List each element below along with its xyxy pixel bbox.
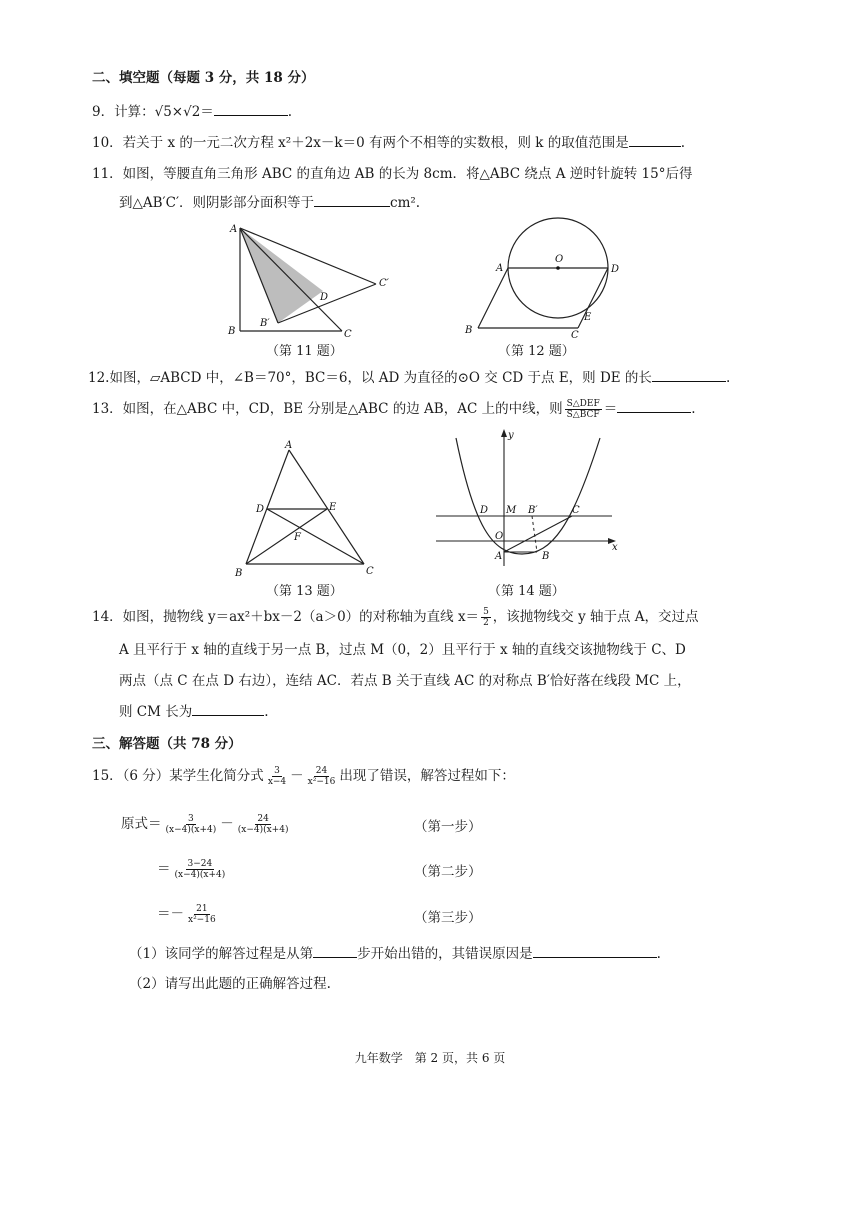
- question-12-text: 12.如图，▱ABCD 中，∠B＝70°，BC＝6，以 AD 为直径的⊙O 交 CD 于点 E，则 DE 的长: [88, 370, 652, 386]
- question-13-fraction-denominator: S△BCF: [566, 410, 600, 420]
- question-10-period: .: [680, 135, 686, 151]
- question-9: [92, 100, 292, 120]
- figure-11-label-c: C: [344, 329, 352, 340]
- figure-11-label-d: D: [320, 292, 329, 303]
- answer-blank-9[interactable]: [214, 103, 288, 116]
- question-15-intro-fraction-2-numerator: 24: [315, 766, 328, 776]
- question-13: [92, 397, 696, 420]
- figure-12-label-a: A: [496, 263, 504, 274]
- question-15-intro-fraction-2-denominator: x²−16: [307, 777, 336, 787]
- question-14-text-4: 则 CM 长为: [119, 704, 193, 720]
- figure-11-shaded-region: [240, 228, 323, 323]
- question-11-unit: cm².: [390, 195, 421, 211]
- question-14-period: .: [264, 704, 269, 720]
- question-15-intro-minus: －: [290, 768, 304, 784]
- figure-12-caption: （第 12 题）: [498, 344, 575, 359]
- question-14-line-3: 两点（点 C 在点 D 右边），连结 AC．若点 B 关于直线 AC 的对称点 B′恰好落在线段 MC 上，: [119, 673, 691, 689]
- question-15-part-1-text-2: 步开始出错的，其错误原因是: [357, 946, 533, 962]
- question-15-row-2-fraction-numerator: 3−24: [187, 859, 213, 869]
- question-15-part-1-text: （1）该同学的解答过程是从第: [129, 946, 314, 962]
- answer-blank-10[interactable]: [629, 134, 681, 147]
- figure-13-label-f: F: [294, 532, 301, 543]
- question-15-intro-text-2: 出现了错误，解答过程如下：: [339, 768, 515, 784]
- figure-13-label-d: D: [256, 504, 265, 515]
- question-15-row-1-fraction-1-denominator: (x−4)(x+4): [165, 825, 217, 835]
- question-13-equals: ＝: [603, 401, 618, 417]
- figure-12-label-d: D: [611, 264, 620, 275]
- question-15-row-3-fraction-denominator: x²−16: [188, 915, 216, 925]
- question-15-work-row-1: [121, 812, 292, 835]
- answer-blank-13[interactable]: [617, 400, 691, 413]
- question-15-intro-text: 15．（6 分）某学生化简分式: [92, 768, 264, 784]
- question-9-period: .: [287, 104, 293, 120]
- answer-blank-11[interactable]: [314, 194, 390, 207]
- question-11-line-1: 11．如图，等腰直角三角形 ABC 的直角边 AB 的长为 8cm．将△ABC 绕点 A 逆时针旋转 15°后得: [92, 166, 693, 182]
- figure-14-label-x: x: [612, 542, 618, 553]
- figure-14-parabola: [456, 438, 600, 554]
- section-heading-answer: 三、解答题（共 78 分）: [92, 736, 242, 752]
- page-footer: 九年数学 第 2 页，共 6 页: [354, 1051, 506, 1065]
- question-14-line-1: [92, 605, 699, 628]
- question-14-fraction-numerator: 5: [483, 607, 489, 617]
- figure-14-label-y: y: [508, 430, 514, 441]
- question-14-line-2: A 且平行于 x 轴的直线于另一点 B，过点 M（0，2）且平行于 x 轴的直线交该抛物线于 C、D: [119, 642, 686, 658]
- question-15-part-2: （2）请写出此题的正确解答过程.: [129, 976, 331, 992]
- question-13-period: .: [691, 401, 696, 417]
- figure-13-label-e: E: [329, 502, 337, 513]
- answer-blank-15-step[interactable]: [313, 945, 357, 958]
- question-15-row-3-fraction: [186, 904, 218, 925]
- question-15-work-row-3: [157, 902, 220, 925]
- question-15-row-2-fraction: [173, 859, 228, 880]
- figure-11: [222, 218, 392, 344]
- answer-blank-12[interactable]: [652, 369, 726, 382]
- figure-12: [458, 212, 638, 344]
- question-15-part-1-period: .: [656, 946, 661, 962]
- figure-14-label-b-prime: B′: [528, 505, 538, 516]
- question-14-line-4: [119, 700, 269, 720]
- question-15-intro-fraction-1-denominator: x−4: [267, 777, 287, 787]
- figure-14-label-a: A: [495, 551, 503, 562]
- question-15-row-1-minus: －: [220, 816, 234, 832]
- question-9-text: 9．计算：√5×√2＝: [92, 104, 214, 120]
- figure-11-label-a: A: [230, 224, 238, 235]
- question-13-fraction: [565, 399, 602, 420]
- question-12-period: .: [725, 370, 731, 386]
- question-10: [92, 131, 685, 151]
- figure-14-label-d: D: [480, 505, 489, 516]
- question-10-text: 10．若关于 x 的一元二次方程 x²＋2x－k＝0 有两个不相等的实数根，则 k 的取值范围是: [92, 135, 629, 151]
- figure-11-label-b-prime: B′: [260, 318, 270, 329]
- figure-14-caption: （第 14 题）: [488, 584, 565, 599]
- question-15-step-2: （第二步）: [414, 864, 482, 880]
- question-12: [88, 366, 730, 386]
- section-heading-fill-blank: 二、填空题（每题 3 分，共 18 分）: [92, 70, 315, 86]
- question-13-text: 13．如图，在△ABC 中，CD，BE 分别是△ABC 的边 AB，AC 上的中线，则: [92, 401, 563, 417]
- question-14-fraction-denominator: 2: [483, 618, 489, 628]
- question-15-row-1-fraction-1-numerator: 3: [188, 814, 194, 824]
- figure-14: [432, 426, 622, 576]
- figure-12-label-e: E: [584, 312, 592, 323]
- question-15-row-3-label: ＝－: [157, 906, 184, 922]
- question-15-row-2-label: ＝: [157, 861, 171, 877]
- question-15-row-2-fraction-denominator: (x−4)(x+4): [174, 870, 226, 880]
- figure-14-label-m: M: [506, 505, 517, 516]
- question-14-fraction: [481, 607, 491, 628]
- question-15-row-3-fraction-numerator: 21: [196, 904, 208, 914]
- figure-13: [232, 438, 382, 578]
- question-14-text-2: ，该抛物线交 y 轴于点 A，交过点: [492, 609, 699, 625]
- figure-13-label-c: C: [366, 566, 374, 577]
- answer-blank-15-reason[interactable]: [533, 945, 657, 958]
- question-15-step-1: （第一步）: [414, 819, 482, 835]
- question-15-intro-fraction-1: [266, 766, 288, 787]
- question-15-row-1-label: 原式＝: [121, 816, 162, 832]
- figure-13-label-a: A: [285, 440, 293, 451]
- figure-11-label-b: B: [228, 326, 236, 337]
- question-15-intro: [92, 764, 515, 787]
- figure-11-caption: （第 11 题）: [266, 344, 343, 359]
- figure-14-label-b: B: [542, 551, 550, 562]
- figure-14-label-c: C: [572, 505, 580, 516]
- figure-13-label-b: B: [235, 568, 243, 579]
- question-14-text-1: 14．如图，抛物线 y＝ax²＋bx－2（a＞0）的对称轴为直线 x＝: [92, 609, 480, 625]
- answer-blank-14[interactable]: [192, 703, 264, 716]
- question-15-part-1: [129, 942, 661, 962]
- question-11-text: 到△AB′C′．则阴影部分面积等于: [119, 195, 315, 211]
- question-15-step-3: （第三步）: [414, 910, 482, 926]
- question-15-row-1-fraction-1: [164, 814, 219, 835]
- question-15-row-1-fraction-2-denominator: (x−4)(x+4): [237, 825, 289, 835]
- question-15-row-1-fraction-2: [236, 814, 291, 835]
- question-15-intro-fraction-1-numerator: 3: [274, 766, 280, 776]
- figure-14-label-o: O: [495, 531, 504, 542]
- question-13-fraction-numerator: S△DEF: [566, 399, 600, 409]
- question-15-work-row-2: [157, 857, 229, 880]
- question-15-intro-fraction-2: [306, 766, 338, 787]
- question-15-row-1-fraction-2-numerator: 24: [257, 814, 269, 824]
- figure-12-label-o: O: [555, 254, 564, 265]
- figure-13-caption: （第 13 题）: [266, 584, 343, 599]
- question-11-line-2: [119, 191, 420, 211]
- figure-11-label-c-prime: C′: [379, 278, 389, 289]
- figure-12-label-c: C: [571, 330, 579, 341]
- figure-12-label-b: B: [465, 325, 473, 336]
